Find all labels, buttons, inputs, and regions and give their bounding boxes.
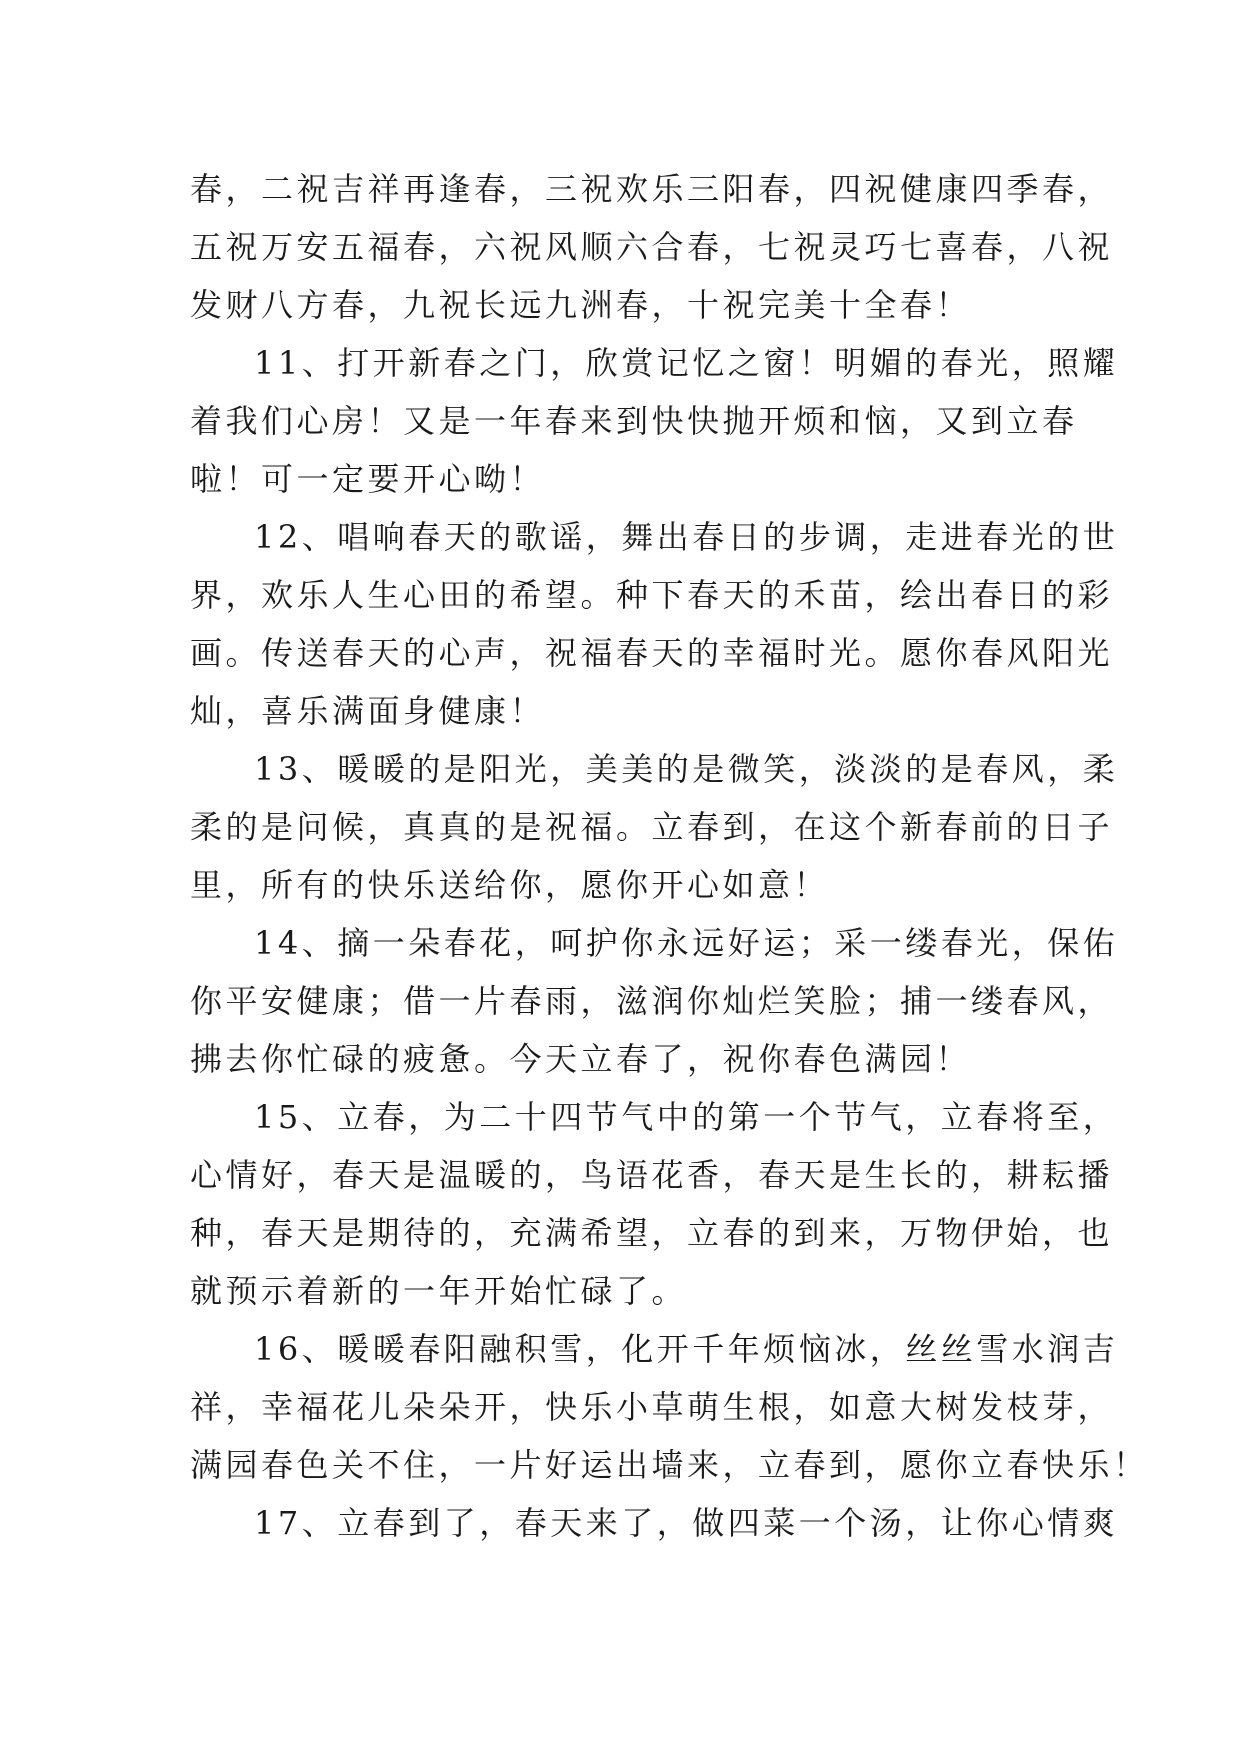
text-line: 15、立春，为二十四节气中的第一个节气，立春将至，: [254, 1098, 1119, 1136]
text-line: 发财八方春，九祝长远九洲春，十祝完美十全春！: [190, 286, 972, 324]
text-line: 界，欢乐人生心田的希望。种下春天的禾苗，绘出春日的彩: [190, 576, 1114, 614]
text-line: 14、摘一朵春花，呵护你永远好运；采一缕春光，保佑: [254, 924, 1119, 962]
text-line: 你平安健康；借一片春雨，滋润你灿烂笑脸；捕一缕春风，: [190, 982, 1114, 1020]
text-line: 春，二祝吉祥再逢春，三祝欢乐三阳春，四祝健康四季春，: [190, 170, 1114, 208]
text-line: 拂去你忙碌的疲惫。今天立春了，祝你春色满园！: [190, 1040, 972, 1078]
paragraph-15: [190, 1088, 1119, 1320]
paragraph-11: [190, 334, 1119, 508]
text-line: 五祝万安五福春，六祝风顺六合春，七祝灵巧七喜春，八祝: [190, 228, 1114, 266]
body-text: [190, 160, 1149, 1552]
paragraph-13: [190, 740, 1119, 914]
text-line: 16、暖暖春阳融积雪，化开千年烦恼冰，丝丝雪水润吉: [254, 1330, 1119, 1368]
text-line: 11、打开新春之门，欣赏记忆之窗！明媚的春光，照耀: [254, 344, 1119, 382]
text-line: 满园春色关不住，一片好运出墙来，立春到，愿你立春快乐！: [190, 1446, 1149, 1484]
text-line: 12、唱响春天的歌谣，舞出春日的步调，走进春光的世: [254, 518, 1119, 556]
paragraph-12: [190, 508, 1119, 740]
text-line: 灿，喜乐满面身健康！: [190, 692, 546, 730]
paragraph-16: [190, 1320, 1149, 1494]
text-line: 画。传送春天的心声，祝福春天的幸福时光。愿你春风阳光: [190, 634, 1114, 672]
paragraph-1: [190, 160, 1114, 334]
text-line: 啦！可一定要开心呦！: [190, 460, 546, 498]
paragraph-14: [190, 914, 1119, 1088]
text-line: 柔的是问候，真真的是祝福。立春到，在这个新春前的日子: [190, 808, 1114, 846]
text-line: 就预示着新的一年开始忙碌了。: [190, 1272, 688, 1310]
text-line: 里，所有的快乐送给你，愿你开心如意！: [190, 866, 830, 904]
text-line: 着我们心房！又是一年春来到快快抛开烦和恼，又到立春: [190, 402, 1078, 440]
text-line: 心情好，春天是温暖的，鸟语花香，春天是生长的，耕耘播: [190, 1156, 1114, 1194]
text-line: 13、暖暖的是阳光，美美的是微笑，淡淡的是春风，柔: [254, 750, 1119, 788]
text-line: 祥，幸福花儿朵朵开，快乐小草萌生根，如意大树发枝芽，: [190, 1388, 1114, 1426]
text-line: 17、立春到了，春天来了，做四菜一个汤，让你心情爽: [254, 1504, 1119, 1542]
paragraph-17: [190, 1494, 1119, 1552]
text-line: 种，春天是期待的，充满希望，立春的到来，万物伊始，也: [190, 1214, 1114, 1252]
